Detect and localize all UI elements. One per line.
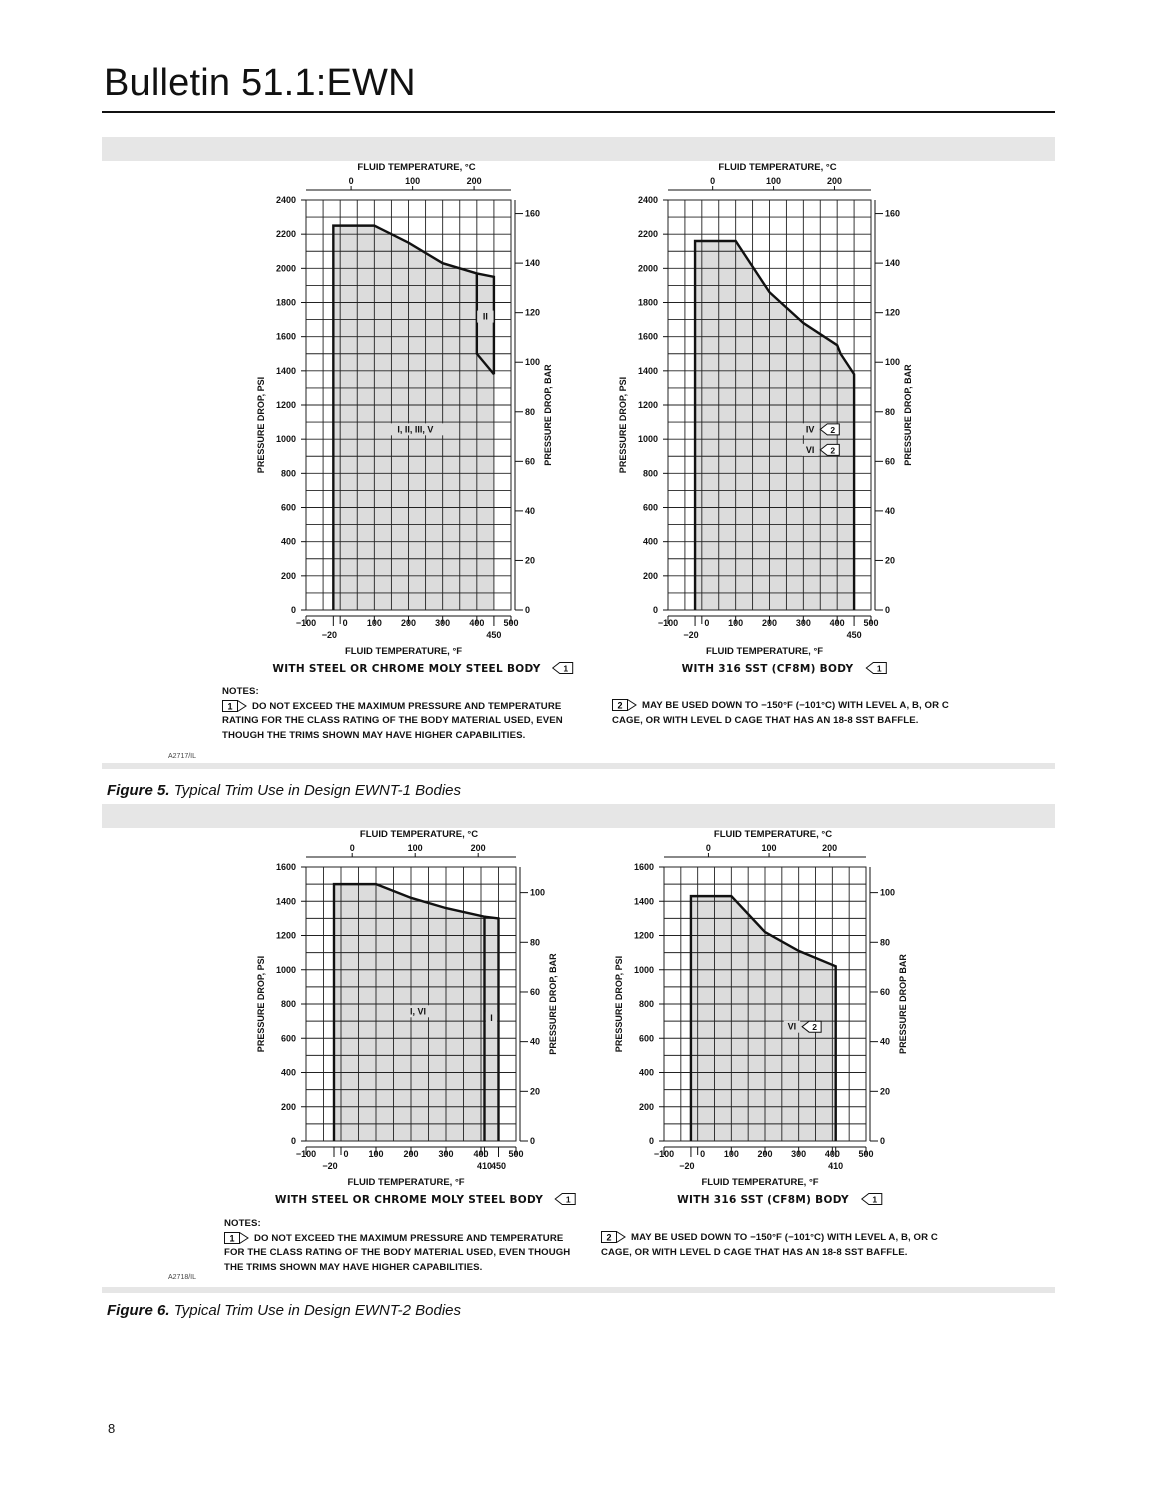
x-extra-tick-label: −20 bbox=[322, 1161, 338, 1171]
x-tick-label: 0 bbox=[343, 1149, 349, 1159]
y-axis-title: PRESSURE DROP, PSI bbox=[256, 955, 266, 1053]
x-extra-tick-label: 450 bbox=[846, 630, 862, 640]
y-tick-label: 0 bbox=[290, 1136, 296, 1146]
note1-flag-icon bbox=[224, 1232, 250, 1244]
right-tick-label: 40 bbox=[530, 1036, 541, 1047]
right-tick-label: 60 bbox=[880, 986, 891, 997]
x-tick-label: 300 bbox=[795, 618, 811, 628]
chart-panel bbox=[614, 829, 908, 1206]
right-tick-label: 120 bbox=[525, 307, 541, 318]
figure5-notes bbox=[222, 685, 572, 743]
y-axis-title: PRESSURE DROP, PSI bbox=[618, 376, 628, 474]
figure5-note2 bbox=[612, 699, 952, 728]
page-number: 8 bbox=[108, 1421, 116, 1436]
body-note-flag-icon bbox=[862, 1194, 882, 1205]
y-tick-label: 400 bbox=[638, 1067, 654, 1078]
body-label: WITH 316 SST (CF8M) BODY bbox=[677, 1194, 849, 1206]
y-tick-label: 200 bbox=[638, 1101, 654, 1112]
right-axis-title: PRESSURE DROP BAR bbox=[898, 954, 908, 1054]
right-tick-label: 100 bbox=[525, 357, 541, 368]
y-tick-label: 1600 bbox=[633, 862, 654, 872]
figure5-note1-text: DO NOT EXCEED THE MAXIMUM PRESSURE AND TEMPERATURE RATING FOR THE CLASS RATING OF THE BODY MATERIAL USED, EVEN THOUGH THE TRIMS SHOWN MAY HAVE HIGHER CAPABILITIES. bbox=[222, 700, 563, 741]
top-tick-label: 200 bbox=[826, 176, 842, 186]
trim-annotation: II bbox=[482, 311, 488, 322]
x-tick-label: 400 bbox=[473, 1149, 489, 1159]
x-tick-label: −100 bbox=[295, 1149, 317, 1159]
y-tick-label: 0 bbox=[648, 1136, 654, 1146]
top-tick-label: 0 bbox=[705, 843, 711, 853]
y-tick-label: 800 bbox=[638, 999, 654, 1009]
right-tick-label: 100 bbox=[885, 357, 901, 368]
chart-panel bbox=[256, 162, 573, 675]
body-label: WITH 316 SST (CF8M) BODY bbox=[681, 663, 854, 675]
body-note-flag-icon bbox=[553, 663, 573, 674]
y-tick-label: 200 bbox=[280, 1101, 296, 1112]
right-axis-title: PRESSURE DROP, BAR bbox=[548, 953, 558, 1055]
top-tick-label: 200 bbox=[470, 843, 486, 853]
right-tick-label: 60 bbox=[885, 456, 896, 467]
x-extra-tick-label: 410 bbox=[828, 1161, 844, 1171]
right-axis-title: PRESSURE DROP, BAR bbox=[903, 364, 913, 466]
note1-flag-number: 1 bbox=[227, 701, 233, 712]
figure6-art-code: A2718/IL bbox=[168, 1274, 197, 1281]
x-tick-label: 500 bbox=[858, 1149, 874, 1159]
figure6-caption-label: Figure 6. bbox=[107, 1302, 170, 1319]
trim-annotation: VI bbox=[787, 1021, 797, 1032]
x-tick-label: 0 bbox=[342, 618, 348, 628]
y-tick-label: 2400 bbox=[275, 195, 296, 205]
note1-flag-icon bbox=[222, 700, 248, 712]
y-tick-label: 600 bbox=[280, 1033, 296, 1044]
body-note-number: 1 bbox=[563, 663, 569, 674]
annotation-note-number: 2 bbox=[830, 424, 836, 435]
trim-annotation: I, VI bbox=[409, 1006, 427, 1017]
x-axis-title: FLUID TEMPERATURE, °F bbox=[347, 1177, 465, 1188]
body-note-flag-icon bbox=[866, 663, 886, 674]
figure6-note2-text: MAY BE USED DOWN TO −150°F (−101°C) WITH LEVEL A, B, OR C CAGE, OR WITH LEVEL D CAGE THAT HAS AN 18-8 SST BAFFLE. bbox=[601, 1232, 938, 1258]
top-tick-label: 100 bbox=[405, 176, 421, 186]
x-tick-label: 100 bbox=[368, 1149, 384, 1159]
top-tick-label: 100 bbox=[407, 843, 423, 853]
x-tick-label: 300 bbox=[435, 618, 451, 628]
top-tick-label: 0 bbox=[348, 176, 354, 186]
figure5-caption-label: Figure 5. bbox=[107, 782, 170, 799]
right-tick-label: 40 bbox=[885, 505, 896, 516]
figure6-caption-text: Typical Trim Use in Design EWNT-2 Bodies bbox=[173, 1302, 461, 1319]
figure6-notes bbox=[224, 1217, 574, 1275]
right-tick-label: 80 bbox=[525, 406, 536, 417]
right-tick-label: 140 bbox=[885, 258, 901, 269]
right-tick-label: 100 bbox=[880, 887, 896, 898]
x-tick-label: 200 bbox=[400, 618, 417, 628]
body-label: WITH STEEL OR CHROME MOLY STEEL BODY bbox=[272, 663, 541, 675]
x-tick-label: 200 bbox=[757, 1149, 773, 1159]
annotation-note-number: 2 bbox=[830, 445, 836, 456]
x-extra-tick-label: −20 bbox=[683, 630, 699, 640]
note2-flag-number: 2 bbox=[617, 700, 623, 711]
top-tick-label: 200 bbox=[466, 176, 482, 186]
right-tick-label: 140 bbox=[525, 258, 541, 269]
top-tick-label: 0 bbox=[710, 176, 716, 186]
trim-annotation: IV bbox=[805, 424, 815, 435]
body-note-flag-icon bbox=[555, 1194, 575, 1205]
annotation-note-number: 2 bbox=[812, 1022, 818, 1033]
y-tick-label: 0 bbox=[652, 605, 658, 615]
x-extra-tick-label: 410 bbox=[476, 1161, 493, 1171]
y-tick-label: 200 bbox=[280, 570, 296, 581]
right-tick-label: 80 bbox=[885, 406, 896, 417]
top-axis-title: FLUID TEMPERATURE, °C bbox=[713, 829, 833, 840]
note2-flag-icon bbox=[612, 699, 638, 711]
figure5-notes-heading: NOTES: bbox=[222, 686, 259, 697]
x-tick-label: 500 bbox=[503, 618, 519, 628]
y-tick-label: 1200 bbox=[637, 400, 658, 410]
y-tick-label: 2000 bbox=[275, 263, 296, 274]
body-note-number: 1 bbox=[565, 1194, 571, 1205]
right-tick-label: 20 bbox=[525, 555, 536, 566]
y-tick-label: 2200 bbox=[637, 229, 658, 240]
x-tick-label: −100 bbox=[657, 618, 679, 628]
y-tick-label: 400 bbox=[280, 536, 296, 547]
x-tick-label: 200 bbox=[761, 618, 778, 628]
y-tick-label: 1200 bbox=[275, 400, 296, 410]
y-axis-title: PRESSURE DROP, PSI bbox=[256, 376, 266, 474]
bulletin-title: Bulletin 51.1:EWN bbox=[104, 62, 416, 104]
top-axis-title: FLUID TEMPERATURE, °C bbox=[718, 162, 837, 173]
x-tick-label: 100 bbox=[723, 1149, 739, 1159]
y-tick-label: 600 bbox=[638, 1033, 654, 1044]
y-tick-label: 1000 bbox=[637, 434, 658, 445]
figure6-notes-heading: NOTES: bbox=[224, 1218, 261, 1229]
body-note-number: 1 bbox=[872, 1194, 878, 1205]
right-tick-label: 0 bbox=[880, 1136, 886, 1146]
x-extra-tick-label: 450 bbox=[486, 630, 502, 640]
right-tick-label: 0 bbox=[885, 605, 891, 615]
right-tick-label: 0 bbox=[525, 605, 531, 615]
trim-annotation: I, II, III, V bbox=[397, 424, 434, 435]
top-axis-title: FLUID TEMPERATURE, °C bbox=[359, 829, 479, 840]
right-tick-label: 80 bbox=[880, 937, 891, 948]
figure5-note1 bbox=[222, 700, 572, 744]
y-tick-label: 400 bbox=[642, 536, 658, 547]
y-tick-label: 800 bbox=[280, 468, 296, 479]
x-axis-title: FLUID TEMPERATURE, °F bbox=[705, 646, 824, 657]
right-tick-label: 100 bbox=[530, 887, 546, 898]
y-tick-label: 1200 bbox=[275, 930, 296, 941]
right-tick-label: 0 bbox=[530, 1136, 536, 1146]
y-tick-label: 600 bbox=[642, 502, 658, 513]
chart-panel bbox=[256, 829, 575, 1206]
y-tick-label: 1800 bbox=[275, 297, 296, 308]
top-axis-title: FLUID TEMPERATURE, °C bbox=[357, 162, 476, 173]
x-tick-label: 300 bbox=[438, 1149, 454, 1159]
figure6-note1-text: DO NOT EXCEED THE MAXIMUM PRESSURE AND TEMPERATURE FOR THE CLASS RATING OF THE BODY MATERIAL USED, EVEN THOUGH THE TRIMS SHOWN MAY HAVE HIGHER CAPABILITIES. bbox=[224, 1232, 571, 1273]
x-extra-tick-label: −20 bbox=[321, 630, 337, 640]
body-note-number: 1 bbox=[876, 663, 882, 674]
y-tick-label: 400 bbox=[280, 1067, 296, 1078]
x-tick-label: 100 bbox=[728, 618, 744, 628]
top-tick-label: 100 bbox=[761, 843, 777, 853]
trim-annotation: VI bbox=[805, 444, 815, 455]
chart-panel bbox=[618, 162, 913, 675]
right-tick-label: 120 bbox=[885, 307, 901, 318]
x-extra-tick-label: 450 bbox=[490, 1161, 507, 1171]
y-tick-label: 200 bbox=[642, 570, 658, 581]
x-tick-label: 0 bbox=[704, 618, 710, 628]
x-tick-label: 300 bbox=[791, 1149, 807, 1159]
x-tick-label: −100 bbox=[295, 618, 317, 628]
right-tick-label: 60 bbox=[525, 456, 536, 467]
y-tick-label: 1000 bbox=[633, 964, 654, 975]
y-tick-label: 1400 bbox=[633, 896, 654, 907]
figure5-art-code: A2717/IL bbox=[168, 753, 197, 760]
y-tick-label: 1800 bbox=[637, 297, 658, 308]
y-tick-label: 1200 bbox=[633, 930, 654, 941]
figure6-note1 bbox=[224, 1232, 574, 1276]
y-tick-label: 1600 bbox=[637, 331, 658, 342]
y-tick-label: 1600 bbox=[275, 862, 296, 872]
x-axis-title: FLUID TEMPERATURE, °F bbox=[344, 646, 463, 657]
figure6-note2 bbox=[601, 1231, 951, 1260]
x-tick-label: 0 bbox=[700, 1149, 706, 1159]
y-tick-label: 1400 bbox=[637, 365, 658, 376]
y-tick-label: 0 bbox=[290, 605, 296, 615]
right-tick-label: 20 bbox=[530, 1086, 541, 1097]
y-tick-label: 1000 bbox=[275, 434, 296, 445]
y-axis-title: PRESSURE DROP, PSI bbox=[614, 955, 624, 1053]
right-tick-label: 20 bbox=[885, 555, 896, 566]
y-tick-label: 600 bbox=[280, 502, 296, 513]
y-tick-label: 800 bbox=[280, 999, 296, 1009]
body-label: WITH STEEL OR CHROME MOLY STEEL BODY bbox=[274, 1194, 544, 1206]
note2-flag-icon bbox=[601, 1231, 627, 1243]
note1-flag-number: 1 bbox=[229, 1233, 235, 1244]
right-tick-label: 20 bbox=[880, 1086, 891, 1097]
figure5-note2-text: MAY BE USED DOWN TO −150°F (−101°C) WITH LEVEL A, B, OR C CAGE, OR WITH LEVEL D CAGE THAT HAS AN 18-8 SST BAFFLE. bbox=[612, 700, 949, 726]
x-tick-label: 100 bbox=[366, 618, 382, 628]
right-tick-label: 160 bbox=[885, 208, 901, 219]
y-tick-label: 1400 bbox=[275, 896, 296, 907]
right-axis-title: PRESSURE DROP, BAR bbox=[543, 364, 553, 466]
right-tick-label: 40 bbox=[880, 1036, 891, 1047]
x-extra-tick-label: −20 bbox=[679, 1161, 695, 1171]
note2-flag-number: 2 bbox=[606, 1232, 612, 1243]
top-tick-label: 200 bbox=[822, 843, 838, 853]
x-tick-label: 400 bbox=[469, 618, 485, 628]
right-tick-label: 80 bbox=[530, 937, 541, 948]
x-tick-label: −100 bbox=[653, 1149, 675, 1159]
right-tick-label: 40 bbox=[525, 505, 536, 516]
right-tick-label: 60 bbox=[530, 986, 541, 997]
x-tick-label: 500 bbox=[508, 1149, 524, 1159]
top-tick-label: 0 bbox=[349, 843, 355, 853]
x-axis-title: FLUID TEMPERATURE, °F bbox=[701, 1177, 819, 1188]
x-tick-label: 200 bbox=[403, 1149, 419, 1159]
y-tick-label: 1400 bbox=[275, 365, 296, 376]
y-tick-label: 1600 bbox=[275, 331, 296, 342]
x-tick-label: 400 bbox=[824, 1149, 840, 1159]
top-tick-label: 100 bbox=[766, 176, 782, 186]
y-tick-label: 2200 bbox=[275, 229, 296, 240]
figure5-caption-text: Typical Trim Use in Design EWNT-1 Bodies bbox=[173, 782, 461, 799]
x-tick-label: 500 bbox=[863, 618, 879, 628]
y-tick-label: 2000 bbox=[637, 263, 658, 274]
x-tick-label: 400 bbox=[829, 618, 845, 628]
y-tick-label: 1000 bbox=[275, 964, 296, 975]
trim-annotation: I bbox=[490, 1013, 493, 1024]
y-tick-label: 800 bbox=[642, 468, 658, 479]
right-tick-label: 160 bbox=[525, 208, 541, 219]
y-tick-label: 2400 bbox=[637, 195, 658, 205]
